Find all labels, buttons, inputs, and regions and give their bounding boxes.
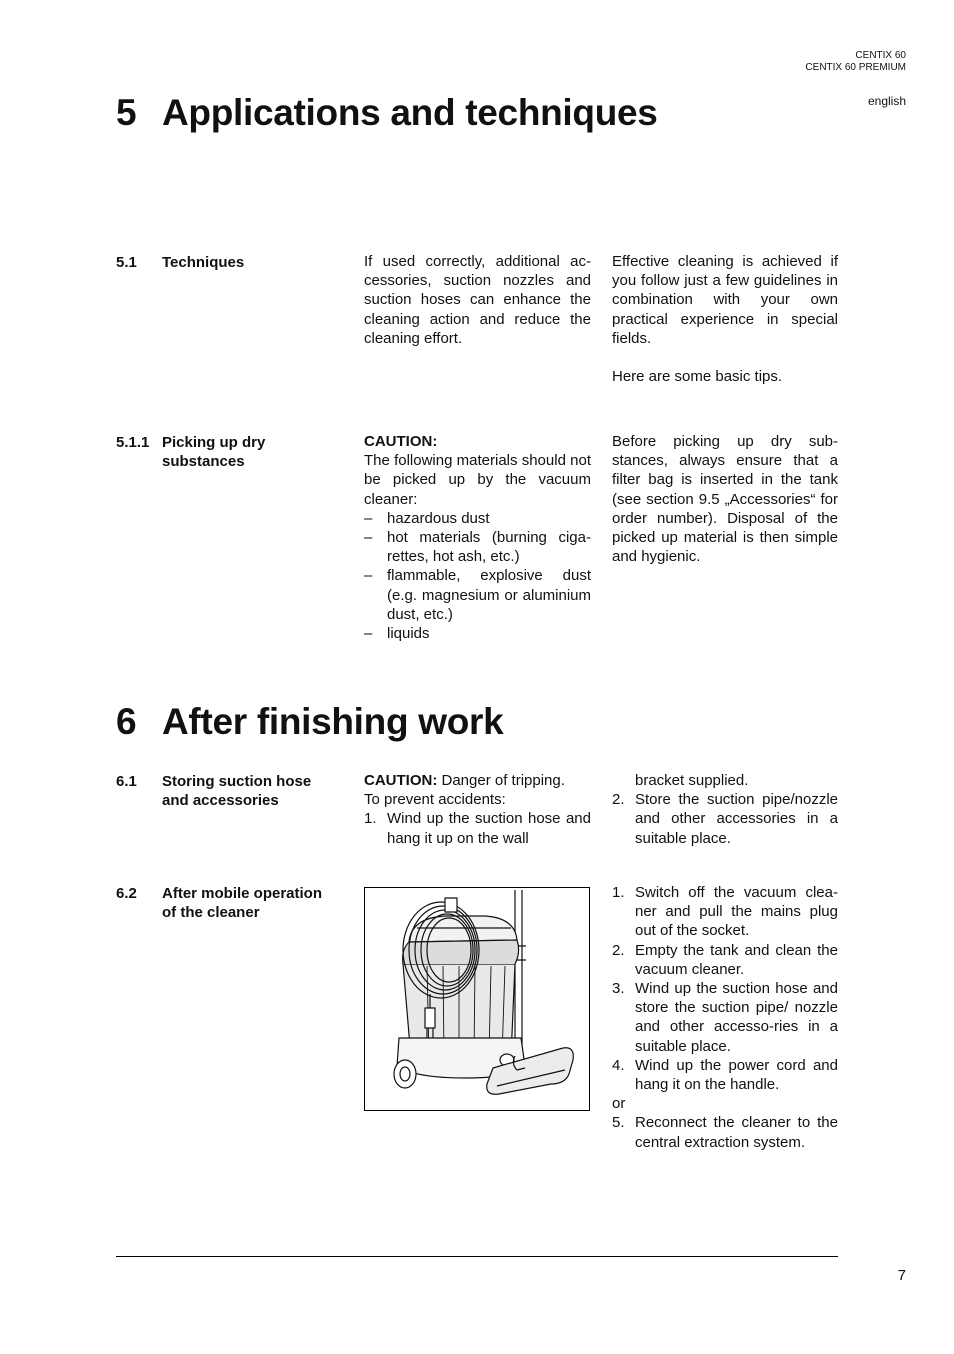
step-text: Switch off the vacuum clea-ner and pull the mains plug out of the socket. <box>635 884 838 940</box>
model-line-1: CENTIX 60 <box>855 50 906 61</box>
section-title-line-1: Picking up dry <box>162 434 266 451</box>
list-item-text: hazardous dust <box>387 509 490 527</box>
paragraph: Here are some basic tips. <box>612 368 783 386</box>
section-number: 5.1.1 <box>116 434 150 451</box>
list-item-text: hot materials (burning ciga-rettes, hot ash, etc.) <box>387 529 591 566</box>
dash-marker: – <box>364 625 373 643</box>
section-title-line-2: and accessories <box>162 792 279 810</box>
caution-intro: The following materials should not be picked up by the vacuum cleaner: <box>364 452 591 508</box>
paragraph: Effective cleaning is achieved if you follow just a few guidelines in combination with your own practical experience in special fields. <box>612 253 838 347</box>
step-text: bracket supplied. <box>635 772 749 789</box>
list-item <box>612 941 838 979</box>
model-name <box>805 50 906 74</box>
list-item <box>612 883 838 941</box>
section-title <box>162 433 362 471</box>
step-text: Empty the tank and clean the vacuum cleaner. <box>635 941 838 978</box>
step-text: Wind up the suction hose and store the suction pipe/ nozzle and other accesso-ries in a suitable place. <box>635 980 838 1055</box>
step-text: Wind up the power cord and hang it on the handle. <box>635 1056 838 1094</box>
list-item <box>364 624 591 643</box>
section-number: 6.1 <box>116 773 137 790</box>
list-item-text: liquids <box>387 625 430 643</box>
storing-steps <box>364 809 591 847</box>
list-item <box>364 809 591 847</box>
section-title: Techniques <box>162 254 245 271</box>
intro-text: To prevent accidents: <box>364 791 506 809</box>
vacuum-cleaner-figure <box>364 887 590 1111</box>
section-6-2-heading <box>116 884 356 924</box>
list-item <box>364 509 591 528</box>
step-number: 3. <box>612 980 625 998</box>
caution-line <box>364 771 591 790</box>
dash-marker: – <box>364 529 373 547</box>
language-label: english <box>867 94 906 108</box>
list-item <box>612 1056 838 1094</box>
caution-label: CAUTION: <box>364 772 438 789</box>
step-number: 1. <box>364 810 377 828</box>
step-text: Wind up the suction hose and hang it up on the wall <box>387 810 591 847</box>
list-item <box>364 566 591 624</box>
or-separator: or <box>612 1095 626 1113</box>
chapter-title: Applications and techniques <box>162 92 658 133</box>
section-title <box>162 772 362 810</box>
paragraph: If used correctly, additional ac-cessories, suction nozzles and suction hoses can enhance the cleaning action and reduce the cleaning effort. <box>364 253 591 347</box>
section-number: 6.2 <box>116 885 137 902</box>
section-5-1-col2 <box>612 252 838 386</box>
list-item <box>612 1113 838 1151</box>
chapter-5-heading <box>116 91 658 135</box>
storing-steps-continued <box>612 771 838 848</box>
dash-marker: – <box>364 567 373 585</box>
section-6-1-col2 <box>612 771 838 848</box>
hazard-list <box>364 509 591 643</box>
alternative-step <box>612 1113 838 1151</box>
section-6-1-col1 <box>364 771 591 848</box>
chapter-number: 5 <box>116 92 137 133</box>
dash-marker: – <box>364 509 373 527</box>
section-5-1-1-col1 <box>364 432 591 643</box>
step-text: Reconnect the cleaner to the central extraction system. <box>635 1114 838 1151</box>
section-title-line-2: substances <box>162 453 245 471</box>
section-title-line-1: After mobile operation <box>162 885 323 902</box>
caution-text: Danger of tripping. <box>437 772 565 789</box>
section-5-1-heading <box>116 253 356 273</box>
list-item <box>612 771 838 790</box>
section-number: 5.1 <box>116 254 137 271</box>
list-item <box>612 979 838 1056</box>
chapter-number: 6 <box>116 701 137 742</box>
step-number: 4. <box>612 1056 625 1074</box>
section-6-1-heading <box>116 772 356 812</box>
section-5-1-1-heading <box>116 433 356 473</box>
step-number: 1. <box>612 884 625 901</box>
chapter-title: After finishing work <box>162 701 504 742</box>
vacuum-cleaner-illustration <box>365 888 589 1110</box>
page-number: 7 <box>897 1267 906 1284</box>
section-title-line-1: Storing suction hose <box>162 773 312 790</box>
list-item <box>364 528 591 566</box>
section-6-2-col2 <box>612 883 838 1152</box>
step-text: Store the suction pipe/nozzle and other accessories in a suitable place. <box>635 791 838 847</box>
step-number: 2. <box>612 941 625 959</box>
step-number: 5. <box>612 1114 625 1132</box>
mobile-operation-steps <box>612 883 838 1094</box>
list-item <box>612 790 838 848</box>
paragraph: Before picking up dry sub-stances, always ensure that a filter bag is inserted in the tank (see section 9.5 „Accessories“ for order number). Disposal of the picked up material is then simple and hygienic. <box>612 433 838 566</box>
section-title-line-2: of the cleaner <box>162 904 260 922</box>
chapter-6-heading <box>116 700 503 744</box>
section-title <box>162 884 362 922</box>
section-5-1-1-col2 <box>612 432 838 566</box>
model-line-2: CENTIX 60 PREMIUM <box>805 62 906 73</box>
list-item-text: flammable, explosive dust (e.g. magnesium or aluminium dust, etc.) <box>387 567 591 623</box>
footer-rule <box>116 1256 838 1257</box>
caution-label: CAUTION: <box>364 433 438 450</box>
section-5-1-col1 <box>364 252 591 348</box>
step-number: 2. <box>612 791 625 809</box>
